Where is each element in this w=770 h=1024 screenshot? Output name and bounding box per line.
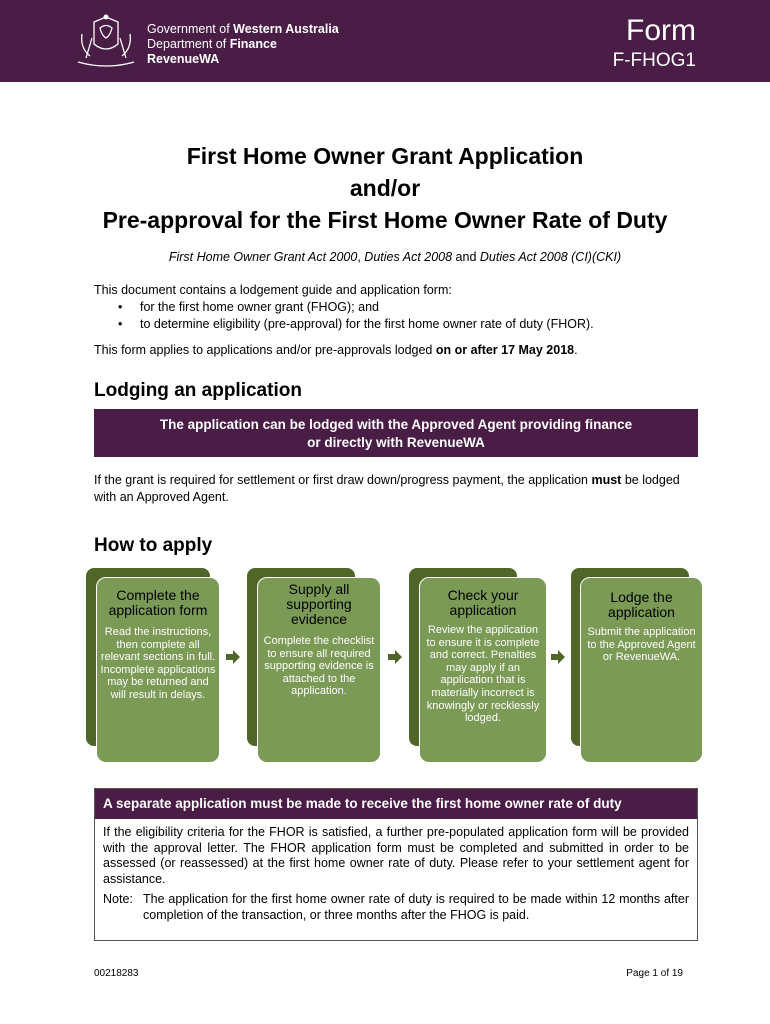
lodging-paragraph: If the grant is required for settlement or first draw down/progress payment, the application must be lodged with an Approved Agent. [94,473,680,504]
document-number: 00218283 [94,968,139,979]
arrow-right-icon [226,650,240,664]
step-2-card [257,577,381,763]
step-4-card [580,577,703,763]
arrow-right-icon [388,650,402,664]
separate-application-body: If the eligibility criteria for the FHOR is satisfied, a further pre-populated application form will be provided with the approval letter. The FHOR application form must be completed and submitted in order to be assessed (or reassessed) at the first home owner rate of duty. Please refer to your settlement agent for assistance. [103,825,689,886]
applies-date-text: This form applies to applications and/or pre-approvals lodged on or after 17 May 2018. [94,343,578,357]
step-1-description: Read the instructions, then complete all relevant sections in full. Incomplete applications may be returned and will result in delays. [100,626,216,701]
legislation-line: First Home Owner Grant Act 2000, Duties Act 2008 and Duties Act 2008 (CI)(CKI) [168,250,622,264]
note [103,892,689,923]
arrow-right-icon [551,650,565,664]
list-item: • for the first home owner grant (FHOG); and [118,299,594,316]
separate-application-box [94,788,698,941]
step-1-title: Complete the application form [108,587,208,618]
step-4-description: Submit the application to the Approved Agent or RevenueWA. [587,626,696,664]
step-2-title: Supply all supporting evidence [286,581,352,627]
government-branding: Government of Western Australia Department of Finance RevenueWA [147,22,339,66]
wa-crest-logo [72,14,140,70]
lodging-banner: The application can be lodged with the Approved Agent providing finance or directly with RevenueWA [94,409,698,457]
page-header [0,0,770,82]
step-3-title: Check your application [447,587,519,618]
document-title: First Home Owner Grant Application and/or Pre-approval for the First Home Owner Rate of Duty [102,143,668,233]
how-to-apply-heading: How to apply [94,535,213,556]
intro-bullet-list [118,299,594,333]
lodging-heading: Lodging an application [94,380,302,401]
page-number: Page 1 of 19 [626,968,683,979]
step-2-description: Complete the checklist to ensure all required supporting evidence is attached to the application. [263,635,375,698]
note-text: The application for the first home owner rate of duty is required to be made within 12 months after completion of the transaction, or three months after the FHOG is paid. [143,892,689,922]
step-3-card [419,577,547,763]
step-1-card [96,577,220,763]
step-3-description: Review the application to ensure it is complete and correct. Penalties may apply if an application that is materially incorrect is knowingly or recklessly lodged. [426,624,540,725]
form-code: F-FHOG1 [612,50,696,71]
intro-text: This document contains a lodgement guide and application form: [94,283,452,297]
note-label: Note: [103,892,133,906]
step-4-title: Lodge the application [608,589,675,620]
form-label: Form [626,14,696,47]
list-item: • to determine eligibility (pre-approval) for the first home owner rate of duty (FHOR). [118,316,594,333]
separate-application-heading: A separate application must be made to receive the first home owner rate of duty [95,789,697,819]
